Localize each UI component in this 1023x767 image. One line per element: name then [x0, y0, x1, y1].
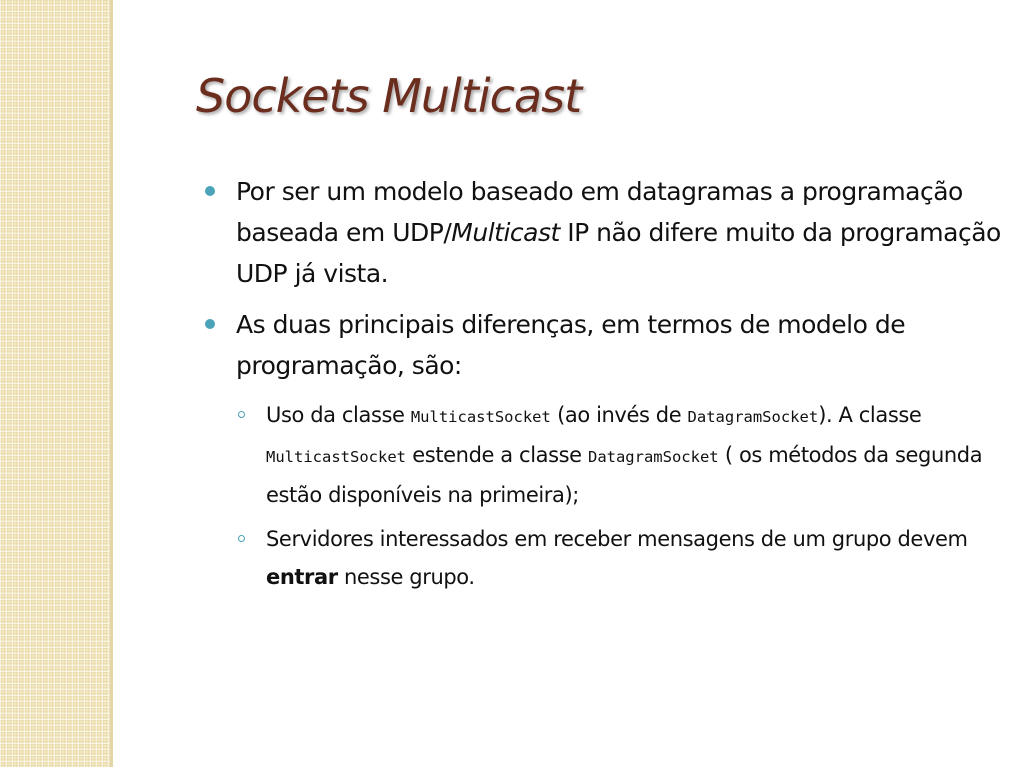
bullet-text-italic: Multicast	[451, 218, 560, 247]
class-name-code: MulticastSocket	[410, 408, 551, 426]
sidebar-divider	[110, 0, 113, 767]
sub-bullet-item	[236, 520, 1005, 596]
sub-bullet-text: (ao invés de	[550, 403, 688, 427]
bullet-item	[205, 171, 1005, 294]
class-name-code: DatagramSocket	[587, 448, 719, 466]
sub-bullet-ring-icon	[238, 411, 245, 418]
bullet-text: As duas principais diferenças, em termos de modelo de programação, são:	[236, 310, 906, 380]
bullet-item	[205, 304, 1005, 386]
bullet-text: Por ser um modelo baseado em datagramas a programação baseada em UDP/	[236, 177, 963, 247]
class-name-code: DatagramSocket	[687, 408, 819, 426]
sub-bullet-text: Uso da classe	[266, 403, 411, 427]
sub-bullet-text: nesse grupo.	[337, 565, 475, 589]
bullet-dot-icon	[205, 319, 215, 329]
sub-bullet-text: Servidores interessados em receber mensagens de um grupo devem	[266, 527, 968, 551]
sub-bullet-ring-icon	[238, 535, 245, 542]
sub-bullet-text: ). A classe	[818, 403, 922, 427]
sub-bullet-text: estende a classe	[405, 443, 588, 467]
bullet-dot-icon	[205, 186, 215, 196]
slide-title: Sockets Multicast	[196, 69, 582, 123]
sub-bullet-item	[236, 396, 1005, 514]
slide-content	[205, 171, 1005, 602]
bullet-text: IP não difere muito da programação UDP já vista.	[236, 218, 1001, 288]
sub-bullet-text-bold: entrar	[266, 565, 338, 589]
class-name-code: MulticastSocket	[266, 448, 406, 466]
decorative-sidebar	[0, 0, 113, 767]
sub-bullet-text: ( os métodos da segunda estão disponíveis na primeira);	[266, 443, 983, 507]
